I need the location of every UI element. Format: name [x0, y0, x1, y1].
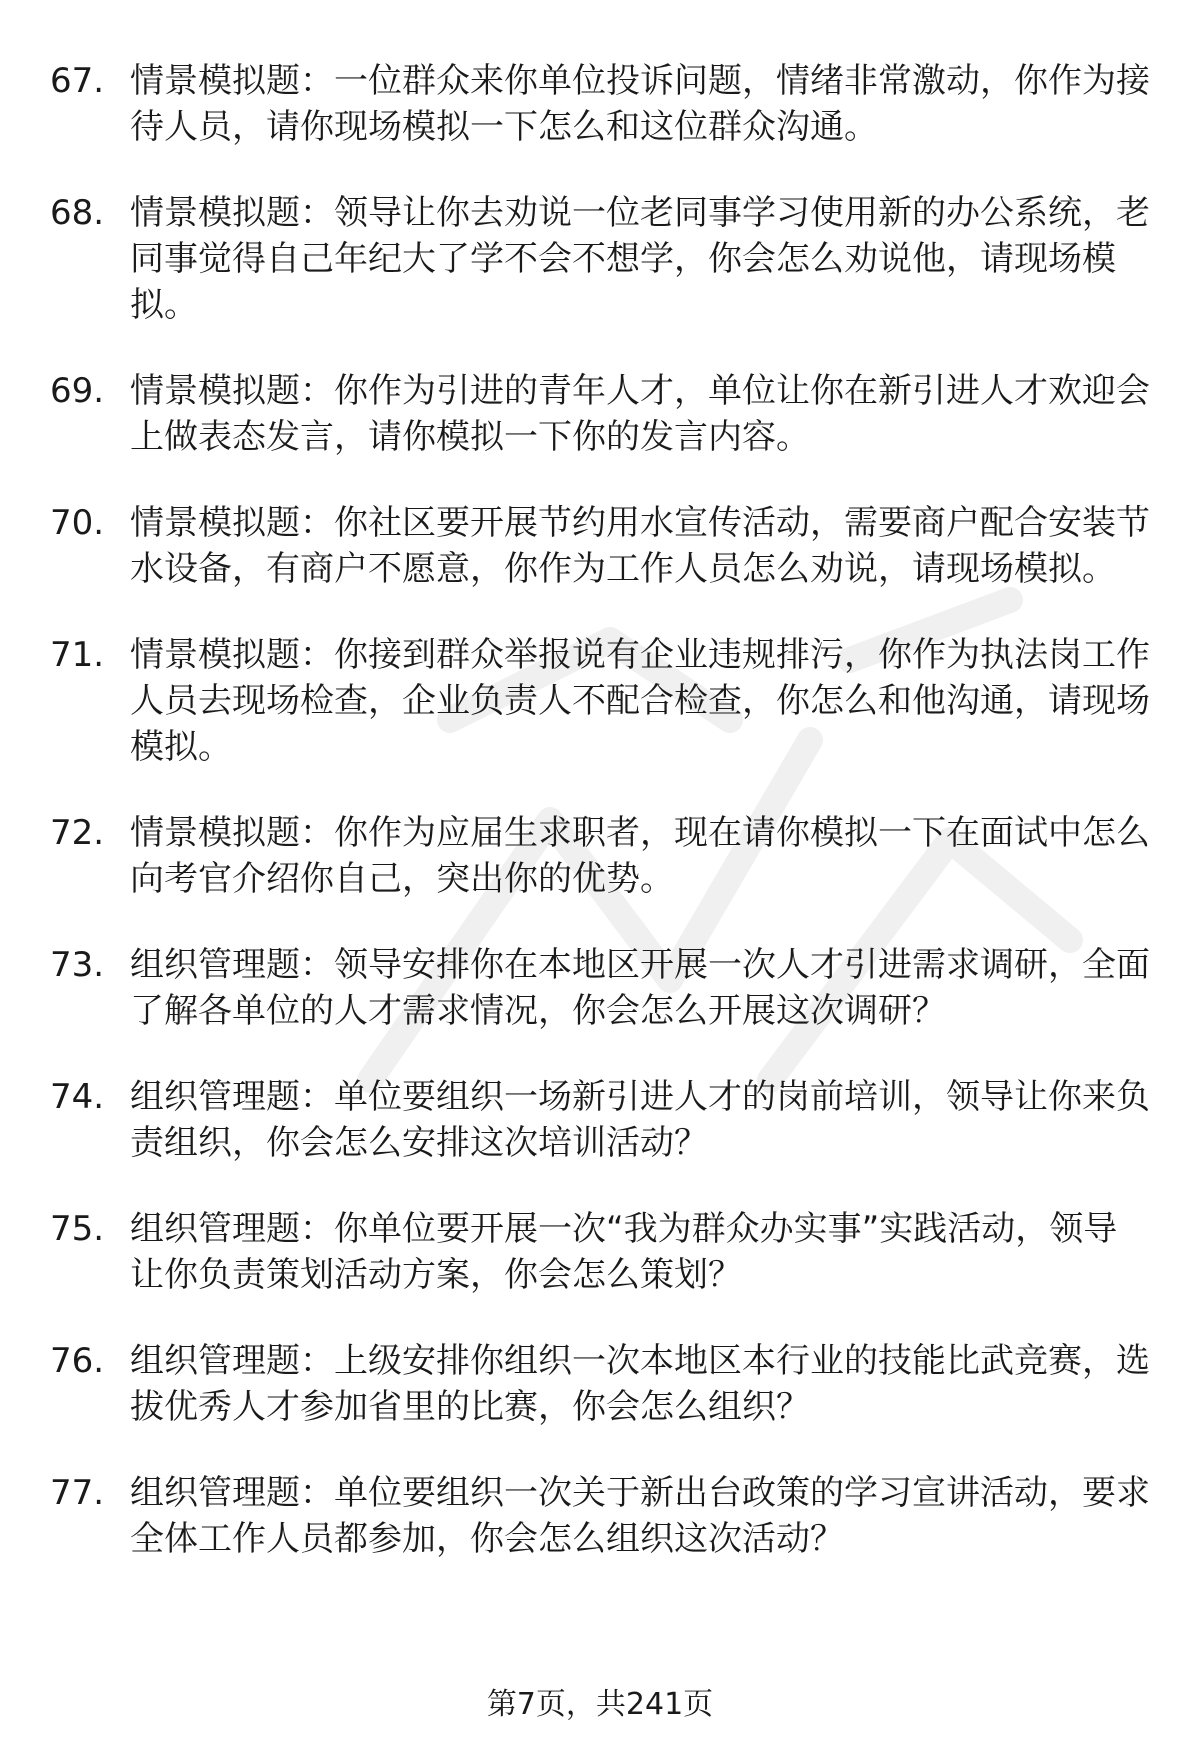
question-text: 组织管理题：上级安排你组织一次本地区本行业的技能比武竞赛，选拔优秀人才参加省里的比赛，你会怎么组织？: [130, 1341, 1150, 1427]
question-item: [50, 1338, 1150, 1430]
question-text: 情景模拟题：你接到群众举报说有企业违规排污，你作为执法岗工作人员去现场检查，企业负责人不配合检查，你怎么和他沟通，请现场模拟。: [130, 635, 1150, 767]
question-text: 组织管理题：你单位要开展一次“我为群众办实事”实践活动，领导让你负责策划活动方案，你会怎么策划？: [130, 1209, 1118, 1295]
question-number: 67.: [50, 61, 105, 101]
question-item: [50, 368, 1150, 460]
question-number: 77.: [50, 1473, 105, 1513]
question-text: 情景模拟题：你作为应届生求职者，现在请你模拟一下在面试中怎么向考官介绍你自己，突出你的优势。: [130, 813, 1150, 899]
question-item: [50, 58, 1150, 150]
question-text: 情景模拟题：你作为引进的青年人才，单位让你在新引进人才欢迎会上做表态发言，请你模拟一下你的发言内容。: [130, 371, 1150, 457]
question-item: [50, 1470, 1150, 1562]
question-number: 75.: [50, 1209, 105, 1249]
question-number: 71.: [50, 635, 105, 675]
question-text: 情景模拟题：领导让你去劝说一位老同事学习使用新的办公系统，老同事觉得自己年纪大了学不会不想学，你会怎么劝说他，请现场模拟。: [130, 193, 1150, 325]
page-number-footer: 第7页，共241页: [486, 1687, 714, 1722]
question-item: [50, 1206, 1150, 1298]
question-item: [50, 1074, 1150, 1166]
question-item: [50, 500, 1150, 592]
question-number: 70.: [50, 503, 105, 543]
question-number: 74.: [50, 1077, 105, 1117]
question-item: [50, 942, 1150, 1034]
question-text: 情景模拟题：一位群众来你单位投诉问题，情绪非常激动，你作为接待人员，请你现场模拟一下怎么和这位群众沟通。: [130, 61, 1150, 147]
question-text: 组织管理题：领导安排你在本地区开展一次人才引进需求调研，全面了解各单位的人才需求情况，你会怎么开展这次调研？: [130, 945, 1150, 1031]
question-text: 组织管理题：单位要组织一次关于新出台政策的学习宣讲活动，要求全体工作人员都参加，你会怎么组织这次活动？: [130, 1473, 1150, 1559]
question-number: 72.: [50, 813, 105, 853]
question-item: [50, 810, 1150, 902]
question-number: 76.: [50, 1341, 105, 1381]
question-list: [50, 58, 1150, 1602]
question-item: [50, 632, 1150, 770]
question-number: 68.: [50, 193, 105, 233]
question-text: 组织管理题：单位要组织一场新引进人才的岗前培训，领导让你来负责组织，你会怎么安排这次培训活动？: [130, 1077, 1150, 1163]
question-item: [50, 190, 1150, 328]
question-number: 73.: [50, 945, 105, 985]
question-number: 69.: [50, 371, 105, 411]
question-text: 情景模拟题：你社区要开展节约用水宣传活动，需要商户配合安装节水设备，有商户不愿意，你作为工作人员怎么劝说，请现场模拟。: [130, 503, 1150, 589]
